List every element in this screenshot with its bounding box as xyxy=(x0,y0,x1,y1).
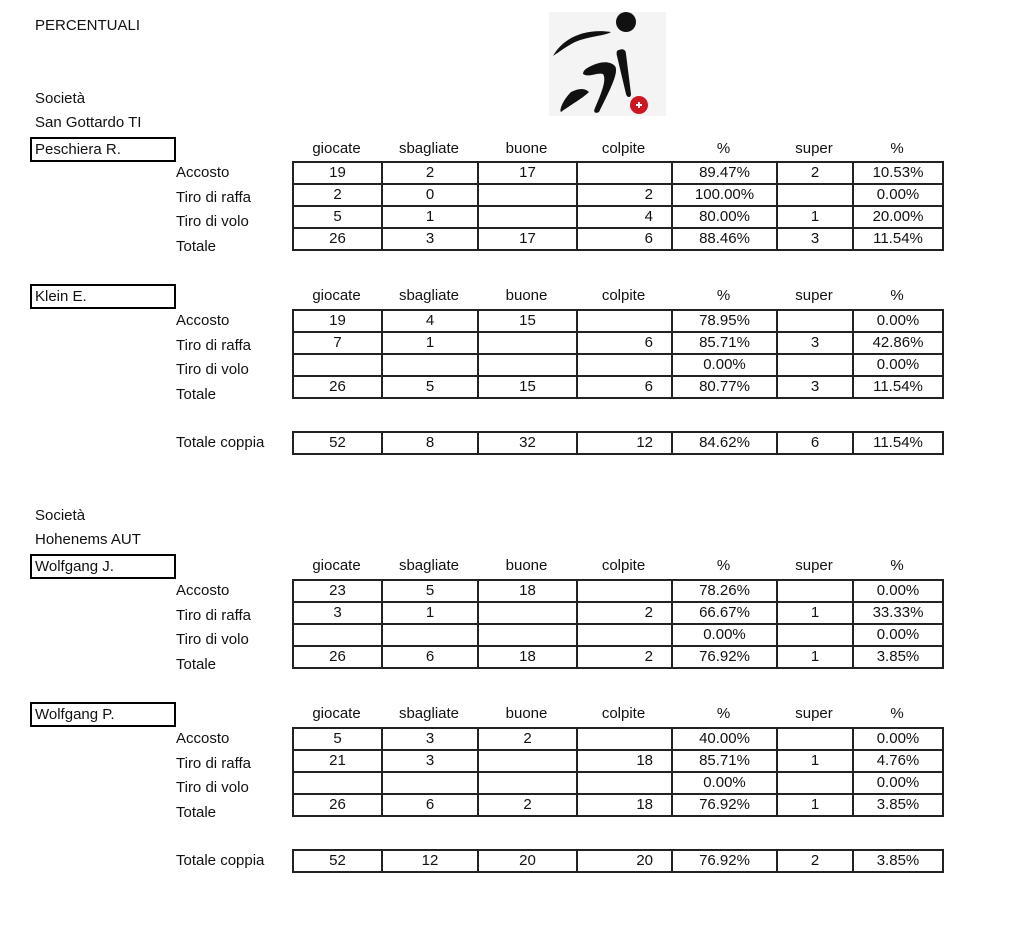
cell-pct-6: 0.00% xyxy=(853,624,943,646)
cell-pct-4: 80.00% xyxy=(672,206,777,228)
cell-colpite-3: 18 xyxy=(577,750,672,772)
player-stats-table xyxy=(292,161,944,251)
cell-pct-6: 11.54% xyxy=(853,228,943,250)
cell-pct-6: 3.85% xyxy=(853,646,943,668)
column-header: buone xyxy=(505,140,548,157)
cell-sbagliate-1: 0 xyxy=(382,184,478,206)
cell-buone-2 xyxy=(478,206,577,228)
cell-giocate-0: 2 xyxy=(293,184,382,206)
cell-sbagliate-1: 2 xyxy=(382,162,478,184)
cell-pct-6: 33.33% xyxy=(853,602,943,624)
cell-buone-2 xyxy=(478,354,577,376)
column-header: super xyxy=(795,287,833,304)
cell-super-5 xyxy=(777,310,853,332)
cell-giocate-0: 52 xyxy=(293,850,382,872)
column-header: % xyxy=(716,287,731,304)
column-header: % xyxy=(890,287,904,304)
cell-super-5: 1 xyxy=(777,602,853,624)
cell-pct-6: 11.54% xyxy=(853,376,943,398)
cell-sbagliate-1: 6 xyxy=(382,646,478,668)
table-row xyxy=(293,750,943,772)
column-header: sbagliate xyxy=(398,287,460,304)
cell-giocate-0: 5 xyxy=(293,206,382,228)
column-header: sbagliate xyxy=(398,705,460,722)
cell-buone-2: 2 xyxy=(478,794,577,816)
player-stats-table xyxy=(292,727,944,817)
cell-pct-6: 20.00% xyxy=(853,206,943,228)
cell-pct-6: 4.76% xyxy=(853,750,943,772)
cell-super-5 xyxy=(777,580,853,602)
player-name-box: Wolfgang P. xyxy=(30,702,176,727)
cell-sbagliate-1: 6 xyxy=(382,794,478,816)
cell-pct-6: 0.00% xyxy=(853,354,943,376)
cell-super-5: 1 xyxy=(777,206,853,228)
player-stats-table xyxy=(292,309,944,399)
table-row xyxy=(293,794,943,816)
row-label: Tiro di volo xyxy=(176,213,249,230)
bocce-player-logo xyxy=(549,12,666,116)
table-row xyxy=(293,228,943,250)
cell-super-5: 3 xyxy=(777,376,853,398)
cell-colpite-3 xyxy=(577,624,672,646)
cell-buone-2: 15 xyxy=(478,310,577,332)
cell-giocate-0: 7 xyxy=(293,332,382,354)
column-header: sbagliate xyxy=(398,557,460,574)
cell-sbagliate-1: 8 xyxy=(382,432,478,454)
table-row xyxy=(293,376,943,398)
column-header: % xyxy=(890,705,904,722)
cell-colpite-3: 18 xyxy=(577,794,672,816)
cell-super-5 xyxy=(777,772,853,794)
cell-giocate-0: 26 xyxy=(293,228,382,250)
cell-sbagliate-1: 3 xyxy=(382,228,478,250)
cell-buone-2: 2 xyxy=(478,728,577,750)
player-stats-table xyxy=(292,579,944,669)
row-label: Totale xyxy=(176,385,217,403)
column-header: giocate xyxy=(312,705,361,722)
table-row xyxy=(293,602,943,624)
cell-giocate-0 xyxy=(293,354,382,376)
table-row xyxy=(293,850,943,872)
cell-colpite-3: 6 xyxy=(577,332,672,354)
cell-colpite-3: 6 xyxy=(577,228,672,250)
column-header: super xyxy=(795,705,833,722)
cell-giocate-0 xyxy=(293,624,382,646)
cell-giocate-0: 26 xyxy=(293,646,382,668)
cell-buone-2 xyxy=(478,772,577,794)
column-header: colpite xyxy=(601,705,646,722)
cell-colpite-3: 12 xyxy=(577,432,672,454)
cell-buone-2: 18 xyxy=(478,646,577,668)
cell-pct-4: 76.92% xyxy=(672,646,777,668)
column-header: colpite xyxy=(601,140,646,157)
row-label: Totale xyxy=(176,237,217,255)
cell-pct-4: 85.71% xyxy=(672,750,777,772)
cell-pct-6: 0.00% xyxy=(853,580,943,602)
cell-colpite-3: 6 xyxy=(577,376,672,398)
cell-sbagliate-1: 12 xyxy=(382,850,478,872)
table-row xyxy=(293,354,943,376)
society-name: Hohenems AUT xyxy=(35,531,141,548)
row-label: Accosto xyxy=(176,312,230,329)
cell-super-5: 3 xyxy=(777,332,853,354)
cell-pct-4: 0.00% xyxy=(672,772,777,794)
row-label: Tiro di volo xyxy=(176,779,249,796)
row-label: Tiro di raffa xyxy=(176,754,252,772)
pair-total-table xyxy=(292,849,944,873)
cell-sbagliate-1: 1 xyxy=(382,602,478,624)
cell-giocate-0: 19 xyxy=(293,310,382,332)
cell-super-5 xyxy=(777,354,853,376)
cell-super-5 xyxy=(777,624,853,646)
column-header: % xyxy=(716,705,731,722)
cell-colpite-3: 2 xyxy=(577,184,672,206)
row-label: Tiro di raffa xyxy=(176,336,252,354)
table-row xyxy=(293,206,943,228)
column-header: % xyxy=(716,140,731,157)
column-header: % xyxy=(716,557,731,574)
table-row xyxy=(293,624,943,646)
row-label: Accosto xyxy=(176,730,230,747)
cell-giocate-0: 19 xyxy=(293,162,382,184)
society-label: Società xyxy=(35,90,86,107)
cell-colpite-3: 2 xyxy=(577,646,672,668)
cell-giocate-0: 23 xyxy=(293,580,382,602)
cell-sbagliate-1 xyxy=(382,354,478,376)
cell-buone-2: 20 xyxy=(478,850,577,872)
player-name-box: Wolfgang J. xyxy=(30,554,176,579)
table-row xyxy=(293,310,943,332)
column-header: giocate xyxy=(312,287,361,304)
cell-sbagliate-1: 3 xyxy=(382,728,478,750)
row-label: Totale xyxy=(176,655,217,673)
cell-pct-4: 88.46% xyxy=(672,228,777,250)
cell-pct-4: 0.00% xyxy=(672,354,777,376)
column-header: buone xyxy=(505,705,548,722)
column-header: sbagliate xyxy=(398,140,460,157)
cell-pct-6: 0.00% xyxy=(853,772,943,794)
cell-pct-4: 78.26% xyxy=(672,580,777,602)
cell-pct-6: 0.00% xyxy=(853,310,943,332)
table-row xyxy=(293,184,943,206)
table-row xyxy=(293,772,943,794)
cell-buone-2: 32 xyxy=(478,432,577,454)
cell-pct-6: 42.86% xyxy=(853,332,943,354)
row-label: Tiro di volo xyxy=(176,631,249,648)
column-header: buone xyxy=(505,287,548,304)
cell-sbagliate-1: 1 xyxy=(382,332,478,354)
society-name: San Gottardo TI xyxy=(35,114,142,131)
player-name-box: Klein E. xyxy=(30,284,176,309)
cell-buone-2 xyxy=(478,332,577,354)
column-header: super xyxy=(795,557,833,574)
row-label: Totale xyxy=(176,803,217,821)
row-label: Accosto xyxy=(176,164,230,181)
cell-pct-4: 76.92% xyxy=(672,794,777,816)
cell-super-5: 6 xyxy=(777,432,853,454)
table-row xyxy=(293,646,943,668)
cell-pct-4: 66.67% xyxy=(672,602,777,624)
cell-pct-4: 40.00% xyxy=(672,728,777,750)
cell-colpite-3 xyxy=(577,310,672,332)
cell-pct-6: 3.85% xyxy=(853,794,943,816)
cell-sbagliate-1 xyxy=(382,624,478,646)
column-header: buone xyxy=(505,557,548,574)
cell-pct-4: 78.95% xyxy=(672,310,777,332)
page-title: PERCENTUALI xyxy=(35,17,141,34)
player-name-box: Peschiera R. xyxy=(30,137,176,162)
column-header: giocate xyxy=(312,140,361,157)
cell-pct-4: 89.47% xyxy=(672,162,777,184)
cell-super-5: 1 xyxy=(777,750,853,772)
cell-giocate-0 xyxy=(293,772,382,794)
cell-pct-4: 100.00% xyxy=(672,184,777,206)
cell-super-5 xyxy=(777,184,853,206)
row-label: Accosto xyxy=(176,582,230,599)
row-label: Tiro di raffa xyxy=(176,606,252,624)
cell-pct-6: 11.54% xyxy=(853,432,943,454)
cell-pct-6: 10.53% xyxy=(853,162,943,184)
cell-colpite-3: 2 xyxy=(577,602,672,624)
cell-super-5: 1 xyxy=(777,646,853,668)
cell-colpite-3 xyxy=(577,162,672,184)
pair-total-label: Totale coppia xyxy=(176,434,265,451)
column-header: % xyxy=(890,557,904,574)
cell-buone-2 xyxy=(478,602,577,624)
table-row xyxy=(293,728,943,750)
cell-sbagliate-1 xyxy=(382,772,478,794)
column-header: colpite xyxy=(601,287,646,304)
cell-super-5: 2 xyxy=(777,162,853,184)
table-row xyxy=(293,162,943,184)
cell-colpite-3 xyxy=(577,580,672,602)
cell-super-5 xyxy=(777,728,853,750)
column-header: colpite xyxy=(601,557,646,574)
column-header: giocate xyxy=(312,557,361,574)
cell-pct-4: 80.77% xyxy=(672,376,777,398)
cell-buone-2: 15 xyxy=(478,376,577,398)
table-row xyxy=(293,432,943,454)
pair-total-label: Totale coppia xyxy=(176,852,265,869)
cell-pct-4: 0.00% xyxy=(672,624,777,646)
row-label: Tiro di raffa xyxy=(176,188,252,206)
cell-buone-2: 17 xyxy=(478,228,577,250)
cell-super-5: 3 xyxy=(777,228,853,250)
cell-buone-2: 18 xyxy=(478,580,577,602)
row-label: Tiro di volo xyxy=(176,361,249,378)
cell-pct-4: 76.92% xyxy=(672,850,777,872)
cell-pct-6: 0.00% xyxy=(853,184,943,206)
cell-buone-2 xyxy=(478,184,577,206)
society-label: Società xyxy=(35,507,86,524)
pair-total-table xyxy=(292,431,944,455)
cell-giocate-0: 21 xyxy=(293,750,382,772)
cell-giocate-0: 26 xyxy=(293,376,382,398)
column-header: % xyxy=(890,140,904,157)
cell-super-5: 1 xyxy=(777,794,853,816)
cell-sbagliate-1: 1 xyxy=(382,206,478,228)
cell-pct-6: 3.85% xyxy=(853,850,943,872)
cell-colpite-3: 4 xyxy=(577,206,672,228)
cell-buone-2 xyxy=(478,750,577,772)
cell-sbagliate-1: 3 xyxy=(382,750,478,772)
cell-colpite-3: 20 xyxy=(577,850,672,872)
cell-pct-4: 84.62% xyxy=(672,432,777,454)
cell-giocate-0: 5 xyxy=(293,728,382,750)
column-header: super xyxy=(795,140,833,157)
cell-pct-4: 85.71% xyxy=(672,332,777,354)
cell-buone-2 xyxy=(478,624,577,646)
cell-colpite-3 xyxy=(577,728,672,750)
table-row xyxy=(293,580,943,602)
cell-sbagliate-1: 4 xyxy=(382,310,478,332)
cell-buone-2: 17 xyxy=(478,162,577,184)
cell-colpite-3 xyxy=(577,772,672,794)
cell-giocate-0: 26 xyxy=(293,794,382,816)
cell-super-5: 2 xyxy=(777,850,853,872)
cell-giocate-0: 3 xyxy=(293,602,382,624)
table-row xyxy=(293,332,943,354)
cell-pct-6: 0.00% xyxy=(853,728,943,750)
cell-colpite-3 xyxy=(577,354,672,376)
cell-giocate-0: 52 xyxy=(293,432,382,454)
cell-sbagliate-1: 5 xyxy=(382,376,478,398)
cell-sbagliate-1: 5 xyxy=(382,580,478,602)
